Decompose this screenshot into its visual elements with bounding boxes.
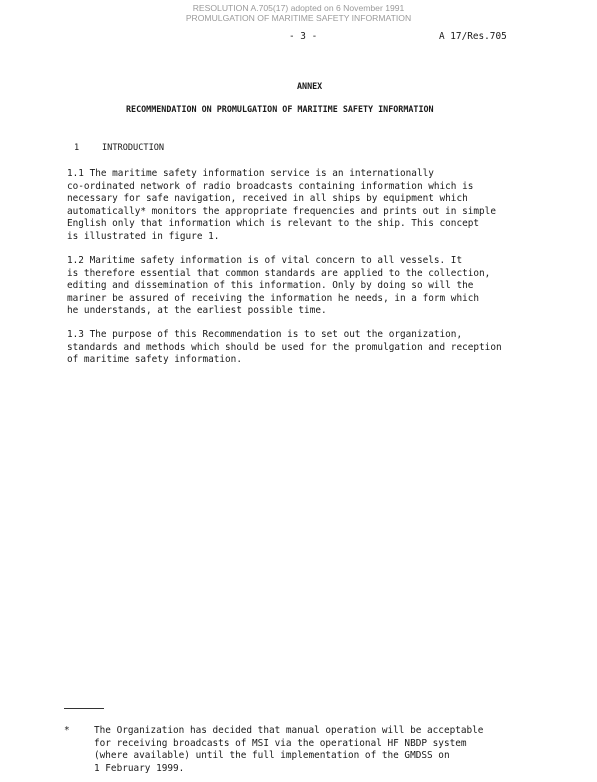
section-heading <box>74 143 164 153</box>
paragraph-line: 1.3 The purpose of this Recommendation is to set out the organization, <box>67 329 463 340</box>
paragraph-line: 1.2 Maritime safety information is of vital concern to all vessels. It <box>67 255 463 266</box>
paragraph-line: co-ordinated network of radio broadcasts containing information which is <box>67 180 474 192</box>
paragraph-1-2 <box>67 255 490 318</box>
page-title: RECOMMENDATION ON PROMULGATION OF MARITIME SAFETY INFORMATION <box>126 104 434 114</box>
paragraph-1-3 <box>67 329 502 367</box>
footnote-line: (where available) until the full implementation of the GMDSS on <box>94 750 450 761</box>
section-number: 1 <box>74 143 80 153</box>
paragraph-line: mariner be assured of receiving the information he needs, in a form which <box>67 292 480 304</box>
resolution-stamp-line: RESOLUTION A.705(17) adopted on 6 November 1991 <box>192 3 405 13</box>
section-title: INTRODUCTION <box>102 143 165 153</box>
paragraph-line: automatically* monitors the appropriate frequencies and prints out in simple <box>67 205 496 217</box>
footnote-line: for receiving broadcasts of MSI via the operational HF NBDP system <box>94 737 467 749</box>
footnote-body <box>94 725 483 775</box>
document-reference: A 17/Res.705 <box>439 31 507 42</box>
paragraph-line: necessary for safe navigation, received in all ships by equipment which <box>67 193 468 204</box>
paragraph-line: he understands, at the earliest possible time. <box>67 305 327 316</box>
footnote-separator <box>64 708 104 709</box>
page-number: - 3 - <box>289 31 318 42</box>
annex-heading: ANNEX <box>297 81 323 91</box>
paragraph-line: is illustrated in figure 1. <box>67 230 220 242</box>
paragraph-line: is therefore essential that common standards are applied to the collection, <box>67 267 491 279</box>
paragraph-line: 1.1 The maritime safety information service is an internationally <box>67 168 434 179</box>
footnote-line: 1 February 1999. <box>94 762 185 774</box>
resolution-subject-stamp-line: PROMULGATION OF MARITIME SAFETY INFORMATION <box>185 13 412 23</box>
paragraph-line: English only that information which is relevant to the ship. This concept <box>67 218 480 229</box>
paragraph-line: standards and methods which should be used for the promulgation and reception <box>67 341 502 353</box>
footnote-marker: * <box>64 725 70 736</box>
paragraph-line: of maritime safety information. <box>67 354 242 365</box>
footnote-line: The Organization has decided that manual operation will be acceptable <box>94 725 484 736</box>
paragraph-1-1 <box>67 168 496 243</box>
paragraph-line: editing and dissemination of this information. Only by doing so will the <box>67 280 474 291</box>
